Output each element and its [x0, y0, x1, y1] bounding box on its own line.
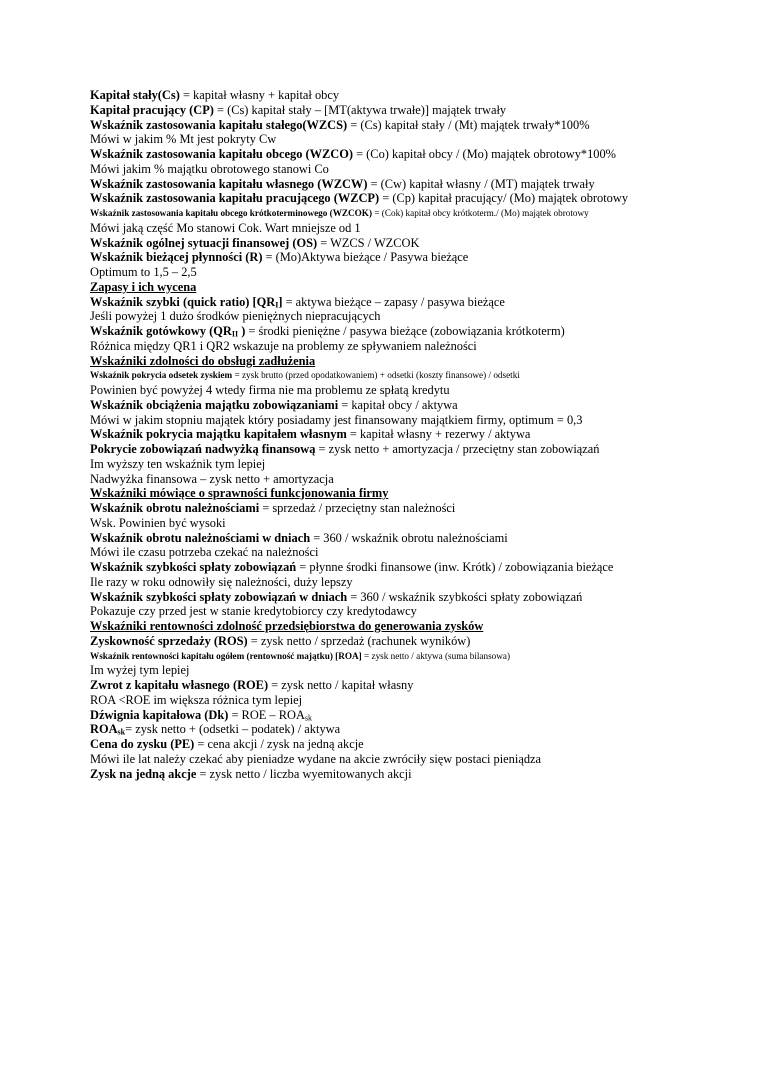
- bold-term: ): [238, 324, 246, 338]
- text-line: [90, 501, 730, 516]
- text: Mówi ile czasu potrzeba czekać na należności: [90, 545, 319, 560]
- text: Im wyższy ten wskaźnik tym lepiej: [90, 456, 266, 471]
- text: Optimum to 1,5 – 2,5: [90, 265, 197, 279]
- text-line: [90, 191, 730, 206]
- text-line: [90, 295, 730, 310]
- text: = (Cs) kapitał stały / (Mt) majątek trwały*100%: [347, 117, 590, 132]
- bold-term: Dźwignia kapitałowa (Dk): [90, 707, 229, 722]
- text-line: [90, 634, 730, 649]
- text: Mówi ile lat należy czekać aby pieniadze wydane na akcie zwróciły sięw postaci pieniądza: [90, 751, 542, 766]
- subscript: I: [275, 300, 279, 310]
- text-line: [90, 324, 730, 339]
- text-line: [90, 309, 730, 324]
- text-line: [90, 413, 730, 428]
- text-line: [90, 575, 730, 590]
- bold-term: Pokrycie zobowiązań nadwyżką finansową: [90, 442, 316, 456]
- text: Nadwyżka finansowa – zysk netto + amortyzacja: [90, 471, 334, 486]
- text: Pokazuje czy przed jest w stanie kredytobiorcy czy kredytodawcy: [90, 604, 417, 619]
- text: = WZCS / WZCOK: [317, 235, 420, 250]
- text-line: [90, 663, 730, 678]
- text: = (Cw) kapitał własny / (MT) majątek trwały: [367, 176, 595, 191]
- bold-term: Wskaźnik pokrycia odsetek zyskiem: [90, 370, 233, 381]
- text-line: [90, 339, 730, 354]
- text-line: [90, 177, 730, 192]
- text-line: [90, 383, 730, 398]
- section-heading: [90, 486, 730, 501]
- bold-term: Wskaźnik szybkości spłaty zobowiązań w dniach: [90, 589, 348, 604]
- text-line: [90, 368, 730, 383]
- bold-term: Wskaźnik szybkości spłaty zobowiązań: [90, 560, 297, 574]
- text: Powinien być powyżej 4 wtedy firma nie ma problemu ze spłatą kredytu: [90, 383, 450, 397]
- text: = aktywa bieżące – zapasy / pasywa bieżące: [282, 294, 505, 309]
- text-line: [90, 604, 730, 619]
- bold-term: Cena do zysku (PE): [90, 737, 195, 751]
- text: = kapitał własny + kapitał obcy: [179, 88, 340, 102]
- text: = zysk netto / sprzedaż (rachunek wyników): [247, 633, 471, 648]
- text: Wskaźniki zdolności do obsługi zadłużenia: [90, 353, 316, 368]
- bold-term: Wskaźnik obrotu należnościami w dniach: [90, 530, 311, 545]
- text: Mówi jaką część Mo stanowi Cok. Wart mniejsze od 1: [90, 220, 361, 235]
- text-line: [90, 221, 730, 236]
- text: Zapasy i ich wycena: [90, 279, 197, 294]
- text-line: [90, 708, 730, 723]
- text: = (Co) kapitał obcy / (Mo) majątek obrotowy*100%: [353, 147, 617, 161]
- text: = (Cok) kapitał obcy krótkoterm./ (Mo) majątek obrotowy: [372, 208, 589, 218]
- text-line: [90, 752, 730, 767]
- subscript: II: [231, 329, 239, 339]
- text: = zysk netto + amortyzacja / przeciętny stan zobowiązań: [315, 442, 600, 456]
- text: = (Mo)Aktywa bieżące / Pasywa bieżące: [262, 250, 469, 265]
- document-page: [90, 88, 730, 781]
- text: = zysk brutto (przed opodatkowaniem) + odsetki (koszty finansowe) / odsetki: [232, 370, 520, 381]
- text-line: [90, 88, 730, 103]
- text: = płynne środki finansowe (inw. Krótk) / zobowiązania bieżące: [296, 560, 614, 574]
- text-line: [90, 531, 730, 546]
- text: Wskaźniki rentowności zdolność przedsiębiorstwa do generowania zysków: [90, 619, 484, 633]
- text: = zysk netto / aktywa (suma bilansowa): [361, 650, 511, 661]
- text-line: [90, 457, 730, 472]
- text-line: [90, 147, 730, 162]
- text: = ROE – ROA: [228, 707, 305, 722]
- text-line: [90, 722, 730, 737]
- text-line: [90, 545, 730, 560]
- text-line: [90, 693, 730, 708]
- text: = zysk netto / kapitał własny: [268, 678, 414, 692]
- bold-term: Wskaźnik zastosowania kapitału obcego (WZCO): [90, 147, 353, 161]
- text-line: [90, 162, 730, 177]
- bold-term: Wskaźnik pokrycia majątku kapitałem własnym: [90, 427, 347, 442]
- bold-term: Wskaźnik rentowności kapitału ogółem (rentowność majątku) [ROA]: [90, 650, 362, 661]
- bold-term: Wskaźnik gotówkowy (QR: [90, 324, 232, 338]
- text: = 360 / wskaźnik obrotu należnościami: [310, 530, 508, 545]
- bold-term: ROA: [90, 722, 118, 737]
- bold-term: Wskaźnik zastosowania kapitału stałego(WZCS): [90, 117, 348, 132]
- text: Mówi w jakim % Mt jest pokryty Cw: [90, 132, 277, 147]
- subscript: sk: [117, 727, 126, 737]
- text-line: [90, 398, 730, 413]
- text-line: [90, 265, 730, 280]
- bold-term: Wskaźnik obciążenia majątku zobowiązaniami: [90, 397, 339, 412]
- bold-term: Wskaźnik szybki (quick ratio) [QR: [90, 294, 276, 309]
- text-line: [90, 442, 730, 457]
- text-line: [90, 132, 730, 147]
- text: Wsk. Powinien być wysoki: [90, 515, 226, 530]
- text: = zysk netto + (odsetki – podatek) / aktywa: [125, 722, 341, 737]
- text-line: [90, 472, 730, 487]
- bold-term: Wskaźnik zastosowania kapitału własnego (WZCW): [90, 176, 368, 191]
- text-line: [90, 737, 730, 752]
- text-line: [90, 103, 730, 118]
- text: Mówi jakim % majątku obrotowego stanowi Co: [90, 161, 329, 176]
- text: Ile razy w roku odnowiły się należności, duży lepszy: [90, 574, 353, 589]
- text: = sprzedaż / przeciętny stan należności: [259, 501, 456, 515]
- subscript: sk: [304, 713, 313, 723]
- text: Jeśli powyżej 1 dużo środków pieniężnych niepracujących: [90, 309, 381, 324]
- text-line: [90, 118, 730, 133]
- text-line: [90, 767, 730, 782]
- text-line: [90, 250, 730, 265]
- text: = (Cp) kapitał pracujący/ (Mo) majątek obrotowy: [379, 191, 629, 206]
- text: = środki pieniężne / pasywa bieżące (zobowiązania krótkoterm): [245, 324, 565, 338]
- section-heading: [90, 280, 730, 295]
- text: = (Cs) kapitał stały – [MT(aktywa trwałe)] majątek trwały: [213, 102, 507, 117]
- text-line: [90, 516, 730, 531]
- bold-term: ]: [278, 294, 283, 309]
- text: ROA <ROE im większa różnica tym lepiej: [90, 692, 303, 707]
- bold-term: Wskaźnik ogólnej sytuacji finansowej (OS): [90, 235, 318, 250]
- text: Wskaźniki mówiące o sprawności funkcjonowania firmy: [90, 486, 389, 501]
- text-line: [90, 678, 730, 693]
- bold-term: Zwrot z kapitału własnego (ROE): [90, 678, 269, 692]
- text-line: [90, 590, 730, 605]
- text-line: [90, 560, 730, 575]
- text-line: [90, 649, 730, 664]
- text: Różnica między QR1 i QR2 wskazuje na problemy ze spływaniem należności: [90, 338, 477, 353]
- text-line: [90, 236, 730, 251]
- bold-term: Zyskowność sprzedaży (ROS): [90, 633, 248, 648]
- text: Im wyżej tym lepiej: [90, 663, 190, 678]
- section-heading: [90, 354, 730, 369]
- text-line: [90, 427, 730, 442]
- bold-term: Kapitał stały(Cs): [90, 88, 180, 102]
- text: = kapitał obcy / aktywa: [338, 397, 458, 412]
- text-line: [90, 206, 730, 221]
- bold-term: Wskaźnik bieżącej płynności (R): [90, 250, 263, 265]
- text: = cena akcji / zysk na jedną akcje: [194, 737, 364, 751]
- bold-term: Wskaźnik zastosowania kapitału obcego krótkoterminowego (WZCOK): [90, 208, 373, 218]
- text: = zysk netto / liczba wyemitowanych akcji: [196, 766, 412, 781]
- bold-term: Zysk na jedną akcje: [90, 766, 197, 781]
- bold-term: Wskaźnik obrotu należnościami: [90, 501, 260, 515]
- section-heading: [90, 619, 730, 634]
- bold-term: Kapitał pracujący (CP): [90, 102, 214, 117]
- text: Mówi w jakim stopniu majątek który posiadamy jest finansowany majątkiem firmy, optimum = 0,3: [90, 412, 583, 427]
- text: = kapitał własny + rezerwy / aktywa: [346, 427, 531, 442]
- bold-term: Wskaźnik zastosowania kapitału pracującego (WZCP): [90, 191, 380, 206]
- text: = 360 / wskaźnik szybkości spłaty zobowiązań: [347, 589, 583, 604]
